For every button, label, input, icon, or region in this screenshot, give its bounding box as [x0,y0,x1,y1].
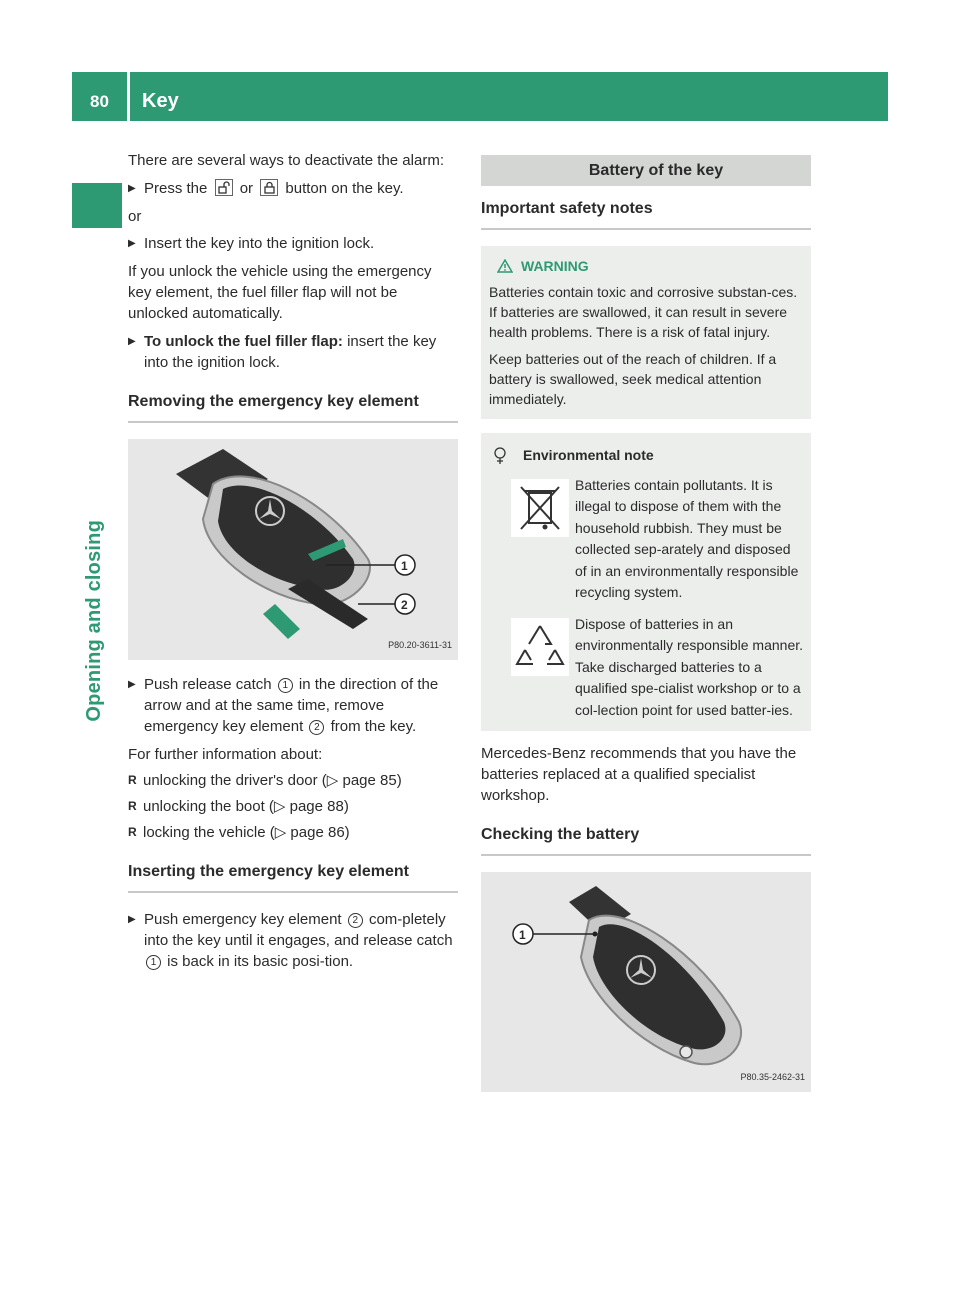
further-info: For further information about: [128,746,323,763]
env-title: Environmental note [489,445,803,467]
page-header [72,72,888,121]
figure-callout-1: 1 [401,559,408,573]
callout-2-icon: 2 [348,913,363,928]
heading-safety: Important safety notes [481,198,811,230]
right-column [481,155,811,1092]
env-text-2: Dispose of batteries in an environmentally responsible manner. Take discharged batteries to a qualified spe-cialist workshop or to a col-lection point for used batter-ies. [575,615,804,718]
env-row-recycle [489,614,803,722]
key-battery-figure [481,872,811,1092]
crossed-bin-icon [489,475,575,604]
lightbulb-icon [493,447,507,465]
figure-code: P80.20-3611-31 [388,640,452,650]
page-number: 80 [90,92,109,111]
step-push-release: ▶ Push release catch 1 in the direction of the arrow and at the same time, remove emergency key element 2 from the key. [128,674,458,737]
or-text: or [128,208,142,225]
key-removal-illustration [128,439,458,660]
bullet-boot: R unlocking the boot (▷ page 88) [128,796,458,817]
warning-icon [497,259,513,273]
env-text-1: Batteries contain pollutants. It is illegal to dispose of them with the household rubbish. They must be collected sep-arately and disposed of in an environmentally responsible recycling system. [575,476,799,600]
side-tab-label: Opening and closing [83,520,105,722]
figure-callout-1: 1 [519,928,526,942]
heading-remove-key: Removing the emergency key element [128,391,458,423]
side-tab [83,520,113,722]
lock-icon [260,179,278,196]
heading-check-battery: Checking the battery [481,824,811,856]
figure-callout-2: 2 [401,598,408,612]
figure-code: P80.35-2462-31 [740,1072,805,1082]
left-column [128,150,458,979]
step-press-button: ▶ Press the or button on the key. [128,178,458,199]
recommend-paragraph: Mercedes-Benz recommends that you have the batteries replaced at a qualified specialist workshop. [481,745,797,804]
warning-text-2: Keep batteries out of the reach of children. If a battery is swallowed, seek medical attention immediately. [489,351,777,407]
step-push-key: ▶ Push emergency key element 2 com-pletely into the key until it engages, and release catch 1 is back in its basic posi-tion. [128,909,458,972]
bullet-drivers-door: R unlocking the driver's door (▷ page 85) [128,770,458,791]
step-insert-key: ▶ Insert the key into the ignition lock. [128,233,458,254]
heading-insert-key: Inserting the emergency key element [128,861,458,893]
key-removal-figure [128,439,458,660]
page-title: Key [142,90,179,112]
step-fuel-flap: ▶ To unlock the fuel filler flap: insert the key into the ignition lock. [128,331,458,373]
callout-1-icon: 1 [146,955,161,970]
unlock-icon [215,179,233,196]
callout-1-icon: 1 [278,678,293,693]
callout-2-icon: 2 [309,720,324,735]
section-title: Battery of the key [481,155,811,186]
bullet-lock: R locking the vehicle (▷ page 86) [128,822,458,843]
warning-text-1: Batteries contain toxic and corrosive substan-ces. If batteries are swallowed, it can result in severe health problems. There is a risk of fatal injury. [489,284,798,340]
unlock-paragraph: If you unlock the vehicle using the emergency key element, the fuel filler flap will not be unlocked automatically. [128,263,432,322]
env-row-disposal [489,475,803,604]
warning-box [481,246,811,419]
recycle-icon [489,614,575,722]
warning-title: WARNING [489,256,803,276]
key-battery-illustration [481,872,811,1092]
side-tab-marker [72,183,122,228]
alarm-intro: There are several ways to deactivate the alarm: [128,152,444,169]
environmental-note [481,433,811,731]
header-divider [127,72,130,121]
